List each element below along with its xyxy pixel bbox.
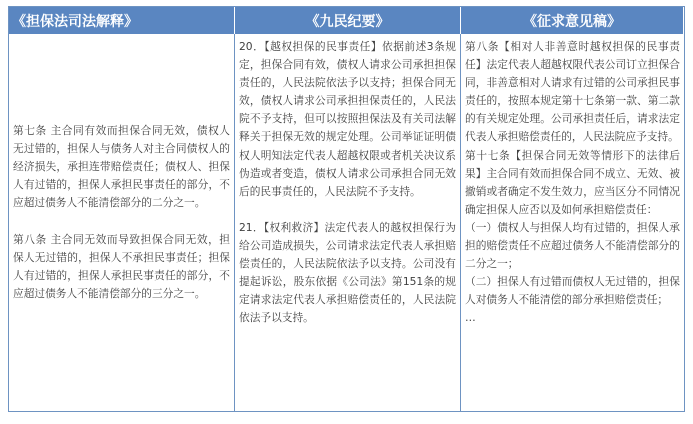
draft-ellipsis: …	[465, 311, 476, 325]
column-guarantee-law-interpretation	[9, 34, 235, 411]
item-21-text: 21．【权利救济】法定代表人的越权担保行为给公司造成损失，公司请求法定代表人承担赔偿责任的，人民法院依法予以支持。公司没有提起诉讼，股东依据《公司法》第151条的规定请求法定代表人承担赔偿责任的，人民法院依法予以支持。	[239, 220, 456, 325]
draft-article-17-item-2: （二）担保人有过错而债权人无过错的，担保人对债务人不能清偿的部分承担赔偿责任；	[465, 275, 680, 307]
header-draft-for-comments: 《征求意见稿》	[461, 7, 684, 34]
draft-article-8-text: 第八条【相对人非善意时越权担保的民事责任】法定代表人超越权限代表公司订立担保合同，非善意相对人请求有过错的公司承担民事责任的，按照本规定第十七条第一款、第二款的有关规定处理。公司承担责任后，请求法定代表人承担赔偿责任的，人民法院应予支持。	[465, 40, 680, 144]
column-nine-people-minutes	[235, 34, 461, 411]
draft-article-17-text: 第十七条【担保合同无效等情形下的法律后果】主合同有效而担保合同不成立、无效、被撤销或者确定不发生效力，应当区分不同情况确定担保人应否以及如何承担赔偿责任：	[465, 148, 680, 216]
header-guarantee-law-interpretation: 《担保法司法解释》	[9, 7, 235, 34]
column-draft-for-comments	[461, 34, 684, 411]
article-8-text: 第八条 主合同无效而导致担保合同无效，担保人无过错的，担保人不承担民事责任；担保人有过错的，担保人承担民事责任的部分，不应超过债务人不能清偿部分的三分之一。	[13, 232, 230, 300]
article-7-text: 第七条 主合同有效而担保合同无效，债权人无过错的，担保人与债务人对主合同债权人的经济损失，承担连带赔偿责任；债权人、担保人有过错的，担保人承担民事责任的部分，不应超过债务人不能清偿部分的二分之一。	[13, 124, 230, 210]
item-20-text: 20．【越权担保的民事责任】依据前述3条规定，担保合同有效，债权人请求公司承担担保责任的，人民法院依法予以支持；担保合同无效，债权人请求公司承担担保责任的，人民法院不予支持，但可以按照担保法及有关司法解释关于担保无效的规定处理。公司举证证明债权人明知法定代表人超越权限或者机关决议系伪造或者变造，债权人请求公司承担合同无效后的民事责任的，人民法院不予支持。	[239, 40, 456, 198]
header-nine-people-minutes: 《九民纪要》	[235, 7, 461, 34]
draft-article-17-item-1: （一）债权人与担保人均有过错的，担保人承担的赔偿责任不应超过债务人不能清偿部分的二分之一；	[465, 220, 680, 271]
comparison-table	[8, 6, 685, 412]
